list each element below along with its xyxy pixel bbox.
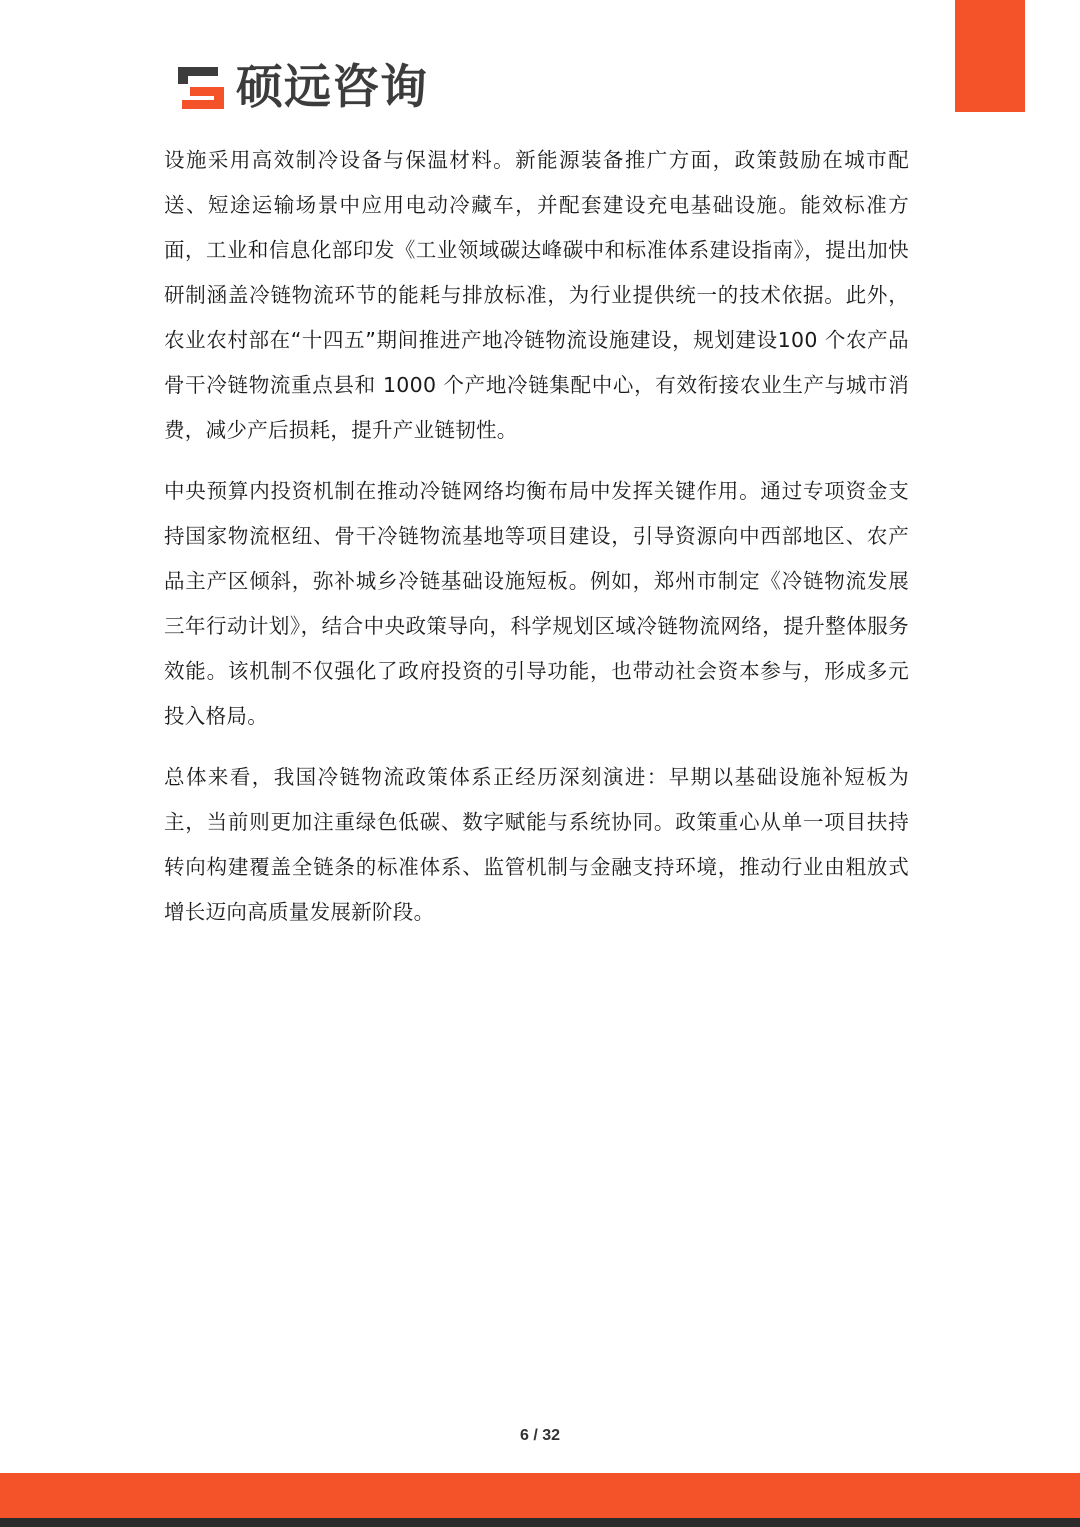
corner-accent-bar <box>955 0 1025 112</box>
page-number: 6 / 32 <box>519 1427 561 1444</box>
footer-dark-strip <box>0 1518 1080 1527</box>
paragraph-2: 中央预算内投资机制在推动冷链网络均衡布局中发挥关键作用。通过专项资金支持国家物流枢纽、骨干冷链物流基地等项目建设，引导资源向中西部地区、农产品主产区倾斜，弥补城乡冷链基础设施短板。例如，郑州市制定《冷链物流发展三年行动计划》，结合中央政策导向，科学规划区域冷链物流网络，提升整体服务效能。该机制不仅强化了政府投资的引导功能，也带动社会资本参与，形成多元投入格局。 <box>164 479 909 728</box>
brand-name: 硕远咨询 <box>236 60 428 115</box>
paragraph-1: 设施采用高效制冷设备与保温材料。新能源装备推广方面，政策鼓励在城市配送、短途运输场景中应用电动冷藏车，并配套建设充电基础设施。能效标准方面，工业和信息化部印发《工业领域碳达峰碳中和标准体系建设指南》，提出加快研制涵盖冷链物流环节的能耗与排放标准，为行业提供统一的技术依据。此外，农业农村部在“十四五”期间推进产地冷链物流设施建设，规划建设100 个农产品骨干冷链物流重点县和 1000 个产地冷链集配中心，有效衔接农业生产与城市消费，减少产后损耗，提升产业链韧性。 <box>164 148 909 442</box>
paragraph-3: 总体来看，我国冷链物流政策体系正经历深刻演进：早期以基础设施补短板为主，当前则更加注重绿色低碳、数字赋能与系统协同。政策重心从单一项目扶持转向构建覆盖全链条的标准体系、监管机制与金融支持环境，推动行业由粗放式增长迈向高质量发展新阶段。 <box>164 765 909 924</box>
footer-accent-bar <box>0 1473 1080 1518</box>
document-body <box>164 138 909 951</box>
brand-header <box>176 60 428 116</box>
logo-icon <box>176 63 226 113</box>
